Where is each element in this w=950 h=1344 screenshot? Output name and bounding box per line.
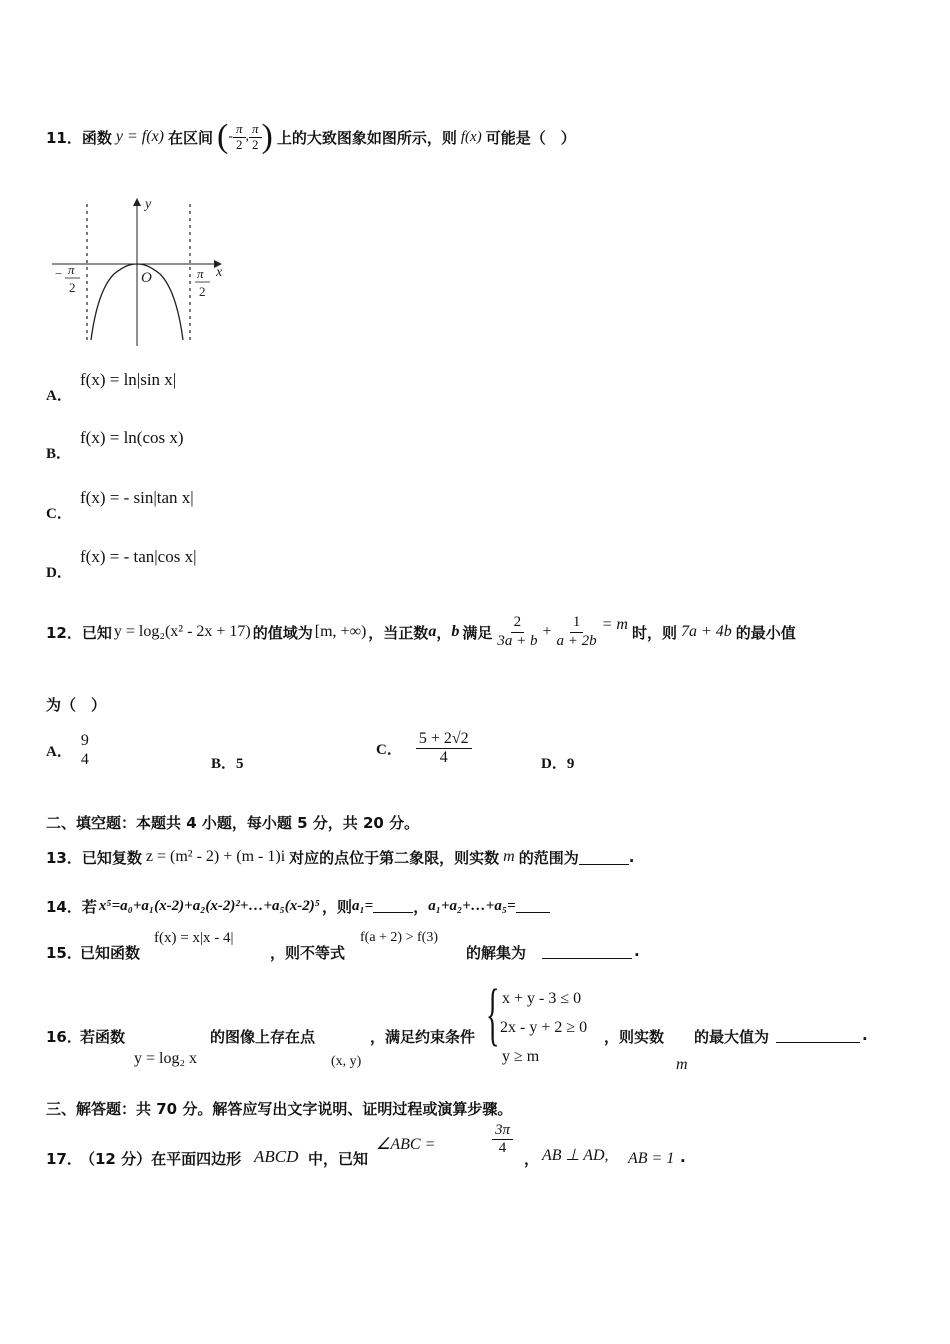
q17-perp: AB ⊥ AD, [542, 1147, 609, 1164]
q12-fraction-1: $\frac{2}{3a + b}$ [497, 614, 538, 649]
q13-text-1: 已知复数 [81, 848, 142, 867]
q12-line-2: 为（ ） [46, 696, 107, 714]
option-b-label: B． [46, 446, 72, 462]
q11-graph [50, 190, 235, 350]
graph-y-axis [133, 198, 141, 346]
q14-sum: a₁+a₂+…+a₅= [428, 897, 516, 914]
q12-option-c-label: C． [376, 742, 402, 759]
q12-option-b: B．5 [211, 756, 244, 772]
q13-text-3: 的范围为 [518, 848, 579, 867]
section-2-heading: 二、填空题：本题共 4 小题，每小题 5 分，共 20 分。 [46, 814, 420, 832]
option-c-label: C． [46, 506, 72, 522]
q17-sep: ， [524, 1150, 540, 1168]
option-d-expr: f(x) = - tan|cos x| [80, 547, 197, 566]
q16-text-1: 若函数 [80, 1028, 126, 1046]
option-a-label: A． [46, 388, 72, 404]
q12-option-a-value: $\frac{9}{4}$ [78, 732, 92, 770]
q14-a1: a₁= [351, 897, 374, 914]
q12-plus: + [542, 623, 552, 640]
graph-left-minus: − [55, 266, 63, 281]
q16-answer-blank[interactable] [776, 1028, 860, 1043]
q16-m: m [676, 1056, 688, 1073]
q15-text-1: 已知函数 [80, 944, 141, 962]
q16-stem [46, 976, 906, 1076]
graph-y-label: y [145, 197, 152, 212]
graph-right-two: 2 [199, 284, 206, 299]
q16-constraint-3: y ≥ m [502, 1048, 540, 1065]
q15-ineq: f(a + 2) > f(3) [360, 930, 438, 945]
q12-number: 12． [46, 623, 82, 642]
option-a-expr: f(x) = ln|sin x| [80, 370, 177, 389]
q12-text-1: 已知 [81, 623, 112, 642]
q12-text-4: 满足 [462, 623, 493, 642]
q15-answer-blank[interactable] [542, 944, 632, 959]
q16-point: (x, y) [331, 1054, 362, 1069]
q16-func: y = log₂ x [134, 1050, 198, 1067]
q15-number: 15． [46, 944, 82, 962]
q16-constraint-2: 2x - y + 2 ≥ 0 [500, 1019, 588, 1036]
q14-expr: x⁵=a₀+a₁(x-2)+a₂(x-2)²+…+a₅(x-2)⁵ [98, 897, 320, 914]
q14-text-1: 若 [81, 897, 97, 916]
graph-x-label: x [216, 265, 223, 280]
q11-func: y = f(x) [115, 128, 164, 145]
option-d-label: D． [46, 565, 72, 581]
q12-range: [m, +∞) [314, 623, 367, 640]
q17-quad: ABCD [254, 1147, 299, 1166]
q11-interval: ( - $\frac{\pi}{2}$ , $\frac{\pi}{2}$ ) [217, 118, 273, 155]
q15-text-2: ，则不等式 [270, 944, 346, 962]
q11-stem [46, 118, 576, 156]
q12-option-d: D．9 [541, 756, 575, 772]
q12-option-c [376, 730, 472, 768]
q12-stem [46, 604, 796, 660]
q17-text-1: （12 分）在平面四边形 [80, 1150, 242, 1168]
graph-origin-label: O [141, 270, 152, 286]
graph-left-two: 2 [69, 280, 76, 295]
q13-m: m [503, 848, 515, 865]
q11-text-3: 上的大致图象如图所示，则 [276, 128, 457, 147]
q16-text-5: 的最大值为 [694, 1028, 770, 1046]
q15-func: f(x) = x|x - 4| [154, 930, 234, 946]
q12-text-6: 的最小值 [735, 623, 796, 642]
q12-option-c-value: $\frac{5 + 2√2}{4}$ [416, 730, 472, 768]
q13-number: 13． [46, 848, 82, 867]
q11-number: 11． [46, 128, 82, 147]
q13-text-2: 对应的点位于第二象限，则实数 [289, 848, 500, 867]
q16-constraint-1: x + y - 3 ≤ 0 [502, 990, 582, 1007]
q12-expr: 7a + 4b [681, 623, 732, 640]
q14-number: 14． [46, 897, 82, 916]
graph-left-pi: π [68, 262, 75, 277]
q12-func: y = log₂(x² - 2x + 17) [113, 623, 251, 640]
q14-sum-blank[interactable] [516, 900, 550, 913]
graph-right-pi: π [197, 266, 204, 281]
q16-number: 16． [46, 1028, 82, 1046]
q12-option-a-label: A． [46, 744, 72, 761]
q12-eq-m: = m [601, 616, 628, 633]
q12-fraction-2: $\frac{1}{a + 2b}$ [556, 614, 597, 649]
q11-text-2: 在区间 [168, 128, 214, 147]
q16-text-2: 的图像上存在点 [210, 1028, 316, 1046]
q15-text-3: 的解集为 [466, 944, 527, 962]
q14-a1-blank[interactable] [373, 900, 413, 913]
q12-comma: ， [436, 623, 452, 642]
q14-stem [46, 894, 550, 918]
q12-a: a [428, 623, 437, 640]
q17-angle: ∠ABC = [376, 1136, 436, 1153]
q11-text-4: 可能是（ ） [485, 128, 576, 147]
q11-text-1: 函数 [81, 128, 112, 147]
q17-number: 17． [46, 1150, 82, 1168]
q13-answer-blank[interactable] [579, 850, 629, 865]
q12-text-2: 的值域为 [252, 623, 313, 642]
option-c-expr: f(x) = - sin|tan x| [80, 488, 194, 507]
section-3-heading: 三、解答题：共 70 分。解答应写出文字说明、证明过程或演算步骤。 [46, 1100, 513, 1118]
q16-end: . [862, 1026, 868, 1044]
option-b-expr: f(x) = ln(cos x) [80, 428, 184, 447]
q12-option-a [46, 732, 92, 770]
q12-text-5: 时，则 [631, 623, 677, 642]
q12-text-3: ，当正数 [368, 623, 429, 642]
q13-stem [46, 838, 634, 876]
q17-angle-fraction: $\frac{3\pi}{4}$ [492, 1122, 513, 1158]
q16-brace: { [486, 976, 500, 1053]
q17-text-2: 中，已知 [308, 1150, 369, 1168]
q17-end: . [680, 1148, 686, 1166]
q16-text-4: ，则实数 [604, 1028, 665, 1046]
q16-text-3: ，满足约束条件 [370, 1028, 476, 1046]
q13-end: . [628, 848, 635, 866]
q14-text-2: ，则 [321, 897, 352, 916]
q17-ab: AB = 1 [628, 1150, 675, 1167]
q12-b: b [451, 623, 460, 640]
q15-end: . [634, 942, 640, 960]
q13-expr: z = (m² - 2) + (m - 1)i [145, 848, 286, 865]
q14-sep: ， [413, 897, 429, 916]
q11-fx: f(x) [460, 128, 482, 145]
